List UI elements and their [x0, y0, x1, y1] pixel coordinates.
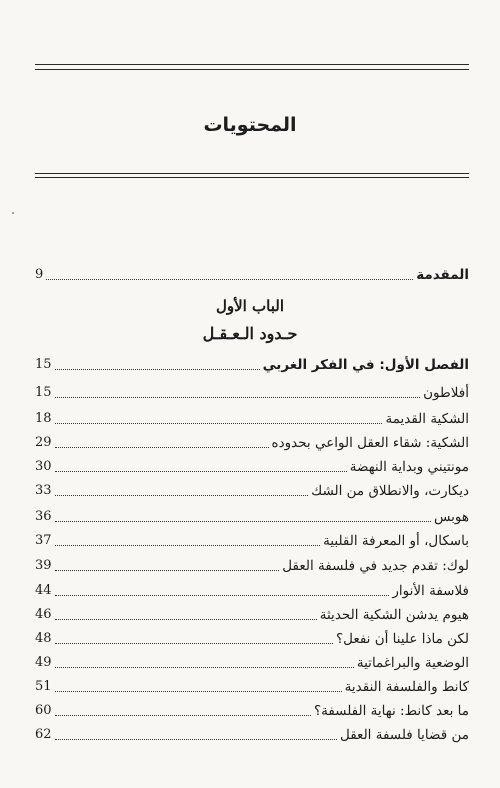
leader-dots	[55, 545, 321, 546]
toc-entry-page: 46	[35, 607, 52, 622]
leader-dots	[55, 739, 337, 740]
toc-entry-label: هيوم يدشن الشكية الحديثة	[319, 607, 469, 623]
toc-entry-page: 18	[35, 411, 52, 426]
leader-dots	[55, 495, 309, 496]
leader-dots	[55, 691, 342, 692]
toc-entry-page: 39	[35, 558, 52, 573]
toc-entry	[35, 551, 469, 575]
toc-entry-label: مونتيني وبداية النهضة	[349, 459, 469, 475]
leader-dots	[55, 595, 390, 596]
part-heading: الباب الأول	[215, 297, 285, 315]
toc-entry-page: 15	[35, 385, 52, 400]
toc-entry-page: 48	[35, 631, 52, 646]
leader-dots	[55, 521, 431, 522]
toc-entry-label: من قضايا فلسفة العقل	[340, 727, 469, 743]
bottom-rule-upper	[35, 173, 469, 174]
toc-chapter-label: الفصل الأول: في الفكر الغربي	[262, 357, 469, 373]
toc-entry-label: ديكارت، والانطلاق من الشك	[311, 483, 469, 499]
leader-dots	[55, 423, 383, 424]
toc-entry-page: 37	[35, 533, 52, 548]
toc-entry	[35, 452, 469, 476]
toc-entry-page: 51	[35, 679, 52, 694]
toc-entry	[35, 502, 469, 526]
toc-entry	[35, 378, 469, 402]
toc-entry	[35, 600, 469, 624]
toc-entry	[35, 624, 469, 648]
top-rule-lower	[35, 69, 469, 70]
toc-entry-page: 62	[35, 727, 52, 742]
toc-entry-label: ما بعد كانط: نهاية الفلسفة؟	[313, 703, 469, 719]
toc-entry	[35, 648, 469, 672]
toc-entry-page: 29	[35, 435, 52, 450]
toc-intro-label: المقدمة	[416, 267, 469, 283]
toc-entry	[35, 576, 469, 600]
toc-entry-label: باسكال، أو المعرفة القلبية	[323, 533, 469, 549]
toc-entry-label: كانط والفلسفة النقدية	[344, 679, 469, 695]
toc-chapter-row	[35, 350, 469, 374]
toc-chapter-page: 15	[35, 357, 52, 372]
toc-entry-label: أفلاطون	[423, 385, 469, 401]
bottom-rule-lower	[35, 177, 469, 178]
toc-entry	[35, 672, 469, 696]
top-rule-upper	[35, 64, 469, 65]
leader-dots	[55, 369, 260, 370]
toc-entry-label: لوك: تقدم جديد في فلسفة العقل	[282, 558, 469, 574]
toc-entry-page: 33	[35, 483, 52, 498]
toc-entry-page: 36	[35, 509, 52, 524]
toc-entry-page: 49	[35, 655, 52, 670]
toc-entry	[35, 428, 469, 452]
toc-entry-label: الشكية: شقاء العقل الواعي بحدوده	[271, 435, 469, 451]
toc-entry-label: هوبس	[433, 509, 469, 525]
leader-dots	[55, 619, 317, 620]
page-title: المحتويات	[203, 114, 297, 136]
toc-entry-page: 30	[35, 459, 52, 474]
toc-entry-page: 60	[35, 703, 52, 718]
toc-entry	[35, 720, 469, 744]
leader-dots	[46, 279, 413, 280]
paper-speck	[12, 212, 14, 214]
toc-entry-label: الشكية القديمة	[385, 411, 469, 427]
leader-dots	[55, 447, 269, 448]
toc-entry	[35, 404, 469, 428]
leader-dots	[55, 667, 354, 668]
toc-entry-label: لكن ماذا علينا أن نفعل؟	[335, 631, 469, 647]
part-subtitle: حـدود الـعـقـل	[202, 324, 298, 343]
toc-entry	[35, 526, 469, 550]
toc-intro-page: 9	[35, 267, 44, 282]
toc-entry-label: الوضعية والبراغماتية	[356, 655, 469, 671]
leader-dots	[55, 715, 311, 716]
toc-entry	[35, 696, 469, 720]
toc-entry	[35, 476, 469, 500]
leader-dots	[55, 570, 280, 571]
toc-entry-label: فلاسفة الأنوار	[392, 583, 469, 599]
toc-entry-page: 44	[35, 583, 52, 598]
leader-dots	[55, 643, 333, 644]
leader-dots	[55, 397, 421, 398]
toc-intro-row	[35, 260, 469, 284]
leader-dots	[55, 471, 347, 472]
